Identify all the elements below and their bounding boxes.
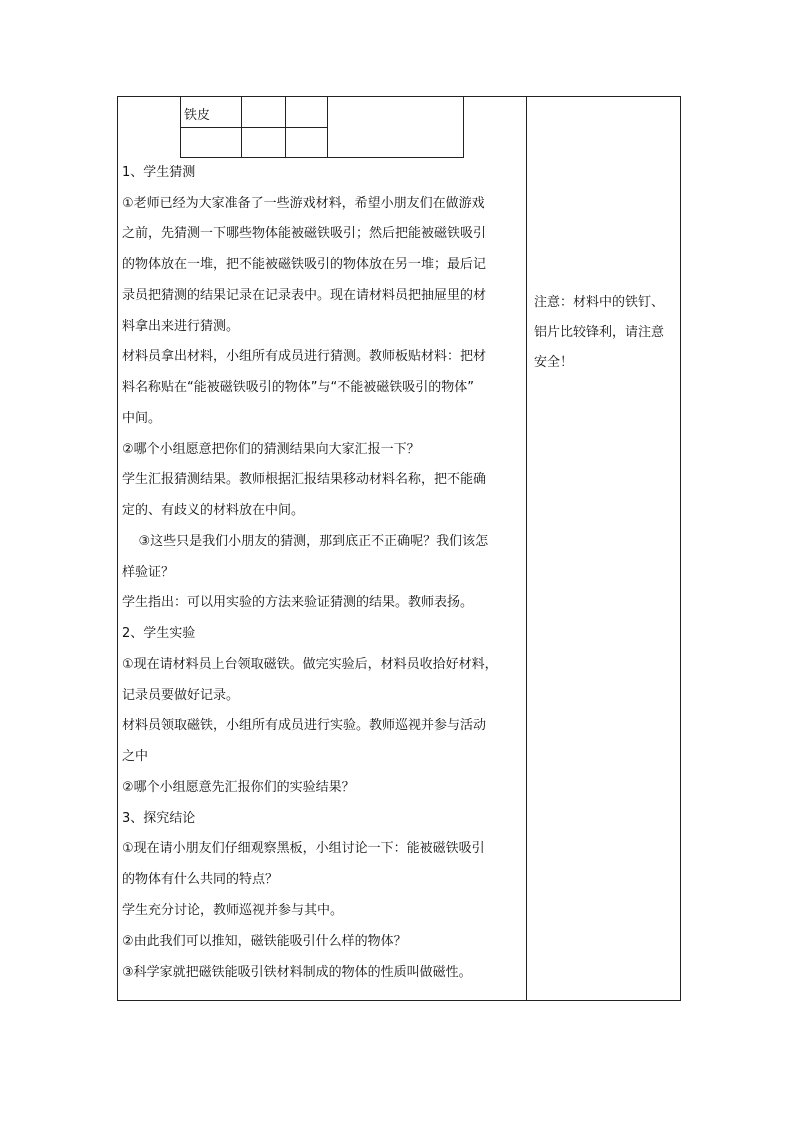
text-line: ①现在请小朋友们仔细观察黑板，小组讨论一下：能被磁铁吸引 [122,841,485,856]
text-line: 定的、有歧义的材料放在中间。 [122,503,305,518]
text-line: ②由此我们可以推知，磁铁能吸引什么样的物体？ [122,934,407,949]
text-line: 中间。 [122,411,162,426]
side-note-line: 铝片比较锋利，请注意 [534,325,665,340]
text-line: 的物体有什么共同的特点？ [122,872,279,887]
text-line: ③这些只是我们小朋友的猜测，那到底正不正确呢？我们该怎 [122,534,489,549]
text-line: 学生充分讨论，教师巡视并参与其中。 [122,903,344,918]
text-line: 材料员领取磁铁，小组所有成员进行实验。教师巡视并参与活动 [122,718,487,733]
text-line: 的物体放在一堆，把不能被磁铁吸引的物体放在另一堆；最后记 [122,257,487,272]
side-note-line: 注意：材料中的铁钉、 [534,295,665,310]
material-label-tiepi: 铁皮 [184,108,211,123]
heading-student-experiment: 2、学生实验 [122,626,196,641]
text-line: 样验证？ [122,565,175,580]
table-col-divider [327,97,328,157]
table-row-divider [181,127,327,128]
text-line: ③科学家就把磁铁能吸引铁材料制成的物体的性质叫做磁性。 [122,965,472,980]
text-line: ②哪个小组愿意先汇报你们的实验结果？ [122,780,355,795]
text-line: 录员把猜测的结果记录在记录表中。现在请材料员把抽屉里的材 [122,288,487,303]
table-col-divider [285,97,286,157]
text-line: 料名称贴在“能被磁铁吸引的物体”与“不能被磁铁吸引的物体” [122,380,474,395]
table-col-divider [241,97,242,157]
text-line: 记录员要做好记录。 [122,688,240,703]
text-line: 料拿出来进行猜测。 [122,319,240,334]
text-line: 之前，先猜测一下哪些物体能被磁铁吸引；然后把能被磁铁吸引 [122,226,487,241]
text-line: 之中 [122,749,149,764]
text-line: 学生指出：可以用实验的方法来验证猜测的结果。教师表扬。 [122,595,474,610]
heading-conclusion: 3、探究结论 [122,811,196,826]
side-note-line: 安全！ [534,355,574,370]
heading-student-guess: 1、学生猜测 [122,165,196,180]
text-line: ①现在请材料员上台领取磁铁。做完实验后，材料员收拾好材料， [122,657,498,672]
text-line: 学生汇报猜测结果。教师根据汇报结果移动材料名称，把不能确 [122,472,487,487]
text-line: 材料员拿出材料，小组所有成员进行猜测。教师板贴材料：把材 [122,349,487,364]
column-divider [526,96,527,1001]
text-line: ②哪个小组愿意把你们的猜测结果向大家汇报一下？ [122,442,420,457]
material-record-table [180,97,464,158]
text-line: ①老师已经为大家准备了一些游戏材料，希望小朋友们在做游戏 [122,196,485,211]
